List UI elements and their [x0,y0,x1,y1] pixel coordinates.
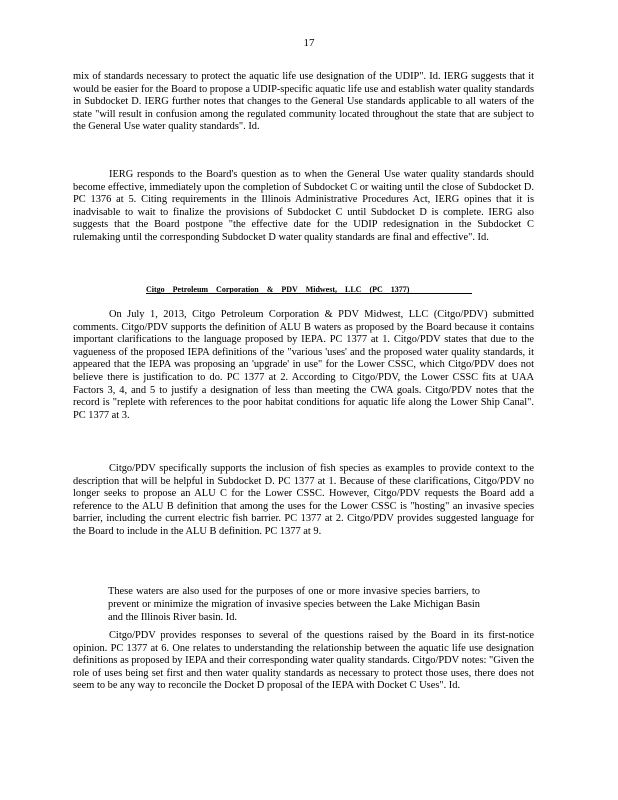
section-heading: Citgo Petroleum Corporation & PDV Midwest, LLC (PC 1377) [146,285,410,294]
paragraph-citgo-comments [73,309,534,422]
heading-underline [146,293,472,294]
paragraph-ierg-standards [73,71,534,134]
paragraph-ierg-effective-date [73,169,534,245]
quote-text: These waters are also used for the purposes of one or more invasive species barriers, to prevent or minimize the migration of invasive species between the Lake Michigan Basin and the Illinois River basin. Id. [108,586,480,623]
paragraph-text: Citgo/PDV provides responses to several of the questions raised by the Board in its first-notice opinion. PC 1377 at 6. One relates to understanding the relationship between the aquatic life use designation definitions as proposed by IEPA and their corresponding water quality standards. Citgo/PDV notes: "Given the role of uses being set first and then water quality standards as necessary to protect those uses, there does not seem to be any way to reconcile the Docket D proposal of the IEPA with Docket C Uses". Id. [73,630,534,692]
paragraph-text: On July 1, 2013, Citgo Petroleum Corporation & PDV Midwest, LLC (Citgo/PDV) submitted comments. Citgo/PDV supports the definition of ALU B waters as proposed by the Board because it contains important clarifications to the language proposed by IEPA. PC 1377 at 1. Citgo/PDV states that due to the vagueness of the proposed IEPA definitions of the "various 'uses' and the proposed water quality standards, it appeared that the IEPA was proposing an 'upgrade' in use" for the Lower CSSC, which Citgo/PDV does not believe there is justification to do. PC 1377 at 2. According to Citgo/PDV, the Lower CSSC fits at UAA Factors 3, 4, and 5 to justify a designation of less than meeting the CWA goals. Citgo/PDV notes that the record is "replete with references to the poor habitat conditions for aquatic life along the Lower Ship Canal". PC 1377 at 3. [73,309,534,421]
paragraph-text: Citgo/PDV specifically supports the inclusion of fish species as examples to provide context to the description that will be helpful in Subdocket D. PC 1377 at 1. Because of these clarifications, Citgo/PDV no longer seeks to propose an ALU C for the Lower CSSC. However, Citgo/PDV requests the Board add a reference to the ALU B definition that among the uses for the Lower CSSC is "hosting" an invasive species barrier, including the current electric fish barrier. PC 1377 at 2. Citgo/PDV provides suggested language for the Board to include in the ALU B definition. PC 1377 at 9. [73,463,534,537]
page-number: 17 [303,37,315,49]
paragraph-citgo-responses [73,630,534,693]
block-quote [108,576,480,635]
paragraph-text: mix of standards necessary to protect the aquatic life use designation of the UDIP". Id. IERG suggests that it would be easier for the Board to propose a UDIP-specific aquatic life use and establish water quality standards in Subdocket D. IERG further notes that changes to the General Use standards applicable to all waters of the state "will result in confusion among the regulated community located throughout the state that are subject to the General Use water quality standards". Id. [73,71,534,133]
paragraph-text: IERG responds to the Board's question as to when the General Use water quality standards should become effective, immediately upon the completion of Subdocket C or waiting until the close of Subdocket D. PC 1376 at 5. Citing requirements in the Illinois Administrative Procedures Act, IERG opines that it is inadvisable to wait to finalize the provisions of Subdocket C until Subdocket D is complete. IERG also suggests that the Board postpone "the effective date for the UDIP redesignation in the Subdocket C rulemaking until the corresponding Subdocket D water quality standards are final and effective". Id. [73,169,534,243]
paragraph-citgo-fish-species [73,463,534,539]
